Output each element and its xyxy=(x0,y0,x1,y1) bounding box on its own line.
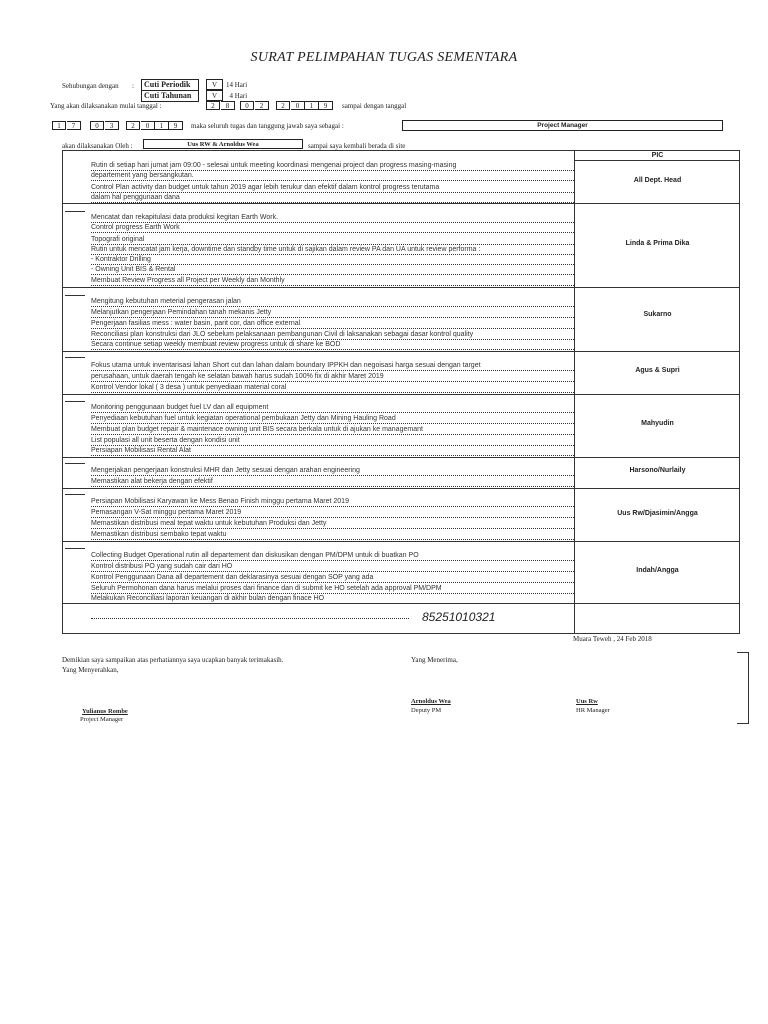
task-item: perusahaan, untuk daerah tengah ke selatan bawah harus sudah 100% fix di akhir Maret 2019 xyxy=(91,372,574,382)
kembali-text: sampai saya kembali berada di site xyxy=(308,142,406,150)
closing-statement: Demikian saya sampaikan atas perhatiannya saya ucapkan banyak terimakasih. xyxy=(62,656,284,664)
task-item: Control Plan activity dan budget untuk tahun 2019 agar lebih terukur dan efektif dalam kontrol progress terutama xyxy=(91,183,574,193)
task-item: Membuat plan budget repair & maintenace owning unit BIS secara berkala untuk di ajukan ke managemant xyxy=(91,425,574,435)
task-item: Topografi original xyxy=(91,235,574,245)
task-table xyxy=(62,150,740,634)
task-item: Kontrol distribusi PO yang sudah cair dari HO xyxy=(91,562,574,572)
group-divider xyxy=(63,541,739,542)
task-item: Persiapan Mobilisasi Rental Alat xyxy=(91,446,574,456)
mulai-digit: 9 xyxy=(319,101,333,110)
group-divider xyxy=(63,287,739,288)
task-item: Mengitung kebutuhan meterial pengerasan jalan xyxy=(91,297,574,307)
akhir-digit: 0 xyxy=(90,121,104,130)
pic-name: Uus Rw/Djasimin/Angga xyxy=(617,510,698,517)
task-item: Kontrol Penggunaan Dana all departement dan deklarasinya sesuai dengan SOP yang ada xyxy=(91,573,574,583)
mulai-digit: 0 xyxy=(291,101,305,110)
group-marker xyxy=(65,548,85,549)
option-cuti-periodik-days: 14 Hari xyxy=(226,81,248,89)
yang-menerima: Yang Menerima, xyxy=(411,656,458,664)
option-cuti-periodik-check[interactable]: V xyxy=(206,79,223,90)
mulai-digit: 2 xyxy=(276,101,290,110)
group-marker xyxy=(65,295,85,296)
group-divider xyxy=(63,394,739,395)
jabatan-box: Project Manager xyxy=(402,120,723,131)
akhir-digit: 9 xyxy=(169,121,183,130)
pic-header-line xyxy=(574,160,739,161)
task-item: Melanjutkan pengerjaan Pemindahan tanah mekanis Jetty xyxy=(91,308,574,318)
akhir-digit: 0 xyxy=(141,121,155,130)
bracket-mark xyxy=(737,652,749,724)
pic-name: Agus & Supri xyxy=(635,367,680,374)
sehubungan-colon: : xyxy=(132,82,134,90)
pic-header: PIC xyxy=(651,152,664,159)
option-cuti-tahunan-days: 4 Hari xyxy=(229,92,248,100)
signer-name-pm: Yulianus Rombe xyxy=(82,708,128,715)
signer-role-hr: HR Manager xyxy=(576,707,610,714)
pelaksana-box: Uus RW & Arnoldus Wea xyxy=(143,139,303,149)
task-item: Reconciliasi plan konstruksi dari JLO sebelum pelaksanaan pembangunan Civil di laksanakan sebagai dasar kontrol quality xyxy=(91,330,574,340)
sampai-label: sampai dengan tanggal xyxy=(342,102,407,110)
task-item: Memastikan alat bekerja dengan efektif xyxy=(91,477,574,487)
option-cuti-tahunan: Cuti Tahunan xyxy=(141,90,199,102)
task-item: Mencatat dan rekapitulasi data produksi kegitan Earth Work. xyxy=(91,213,574,223)
task-item: Collecting Budget Operational rutin all departement dan diskusikan dengan PM/DPM untuk di buatkan PO xyxy=(91,551,574,561)
task-item: Control progress Earth Work xyxy=(91,223,574,233)
group-divider xyxy=(63,488,739,489)
task-item: Memastikan distribusi meal tepat waktu untuk kebutuhan Produksi dan Jetty xyxy=(91,519,574,529)
task-item: Persiapan Mobilisasi Karyawan ke Mess Benao Finish minggu pertama Maret 2019 xyxy=(91,497,574,507)
pic-column-divider xyxy=(574,151,575,633)
group-divider xyxy=(63,603,739,604)
mulai-digit: 0 xyxy=(240,101,254,110)
task-item: - Kontraktor Drilling xyxy=(91,255,574,265)
task-item: Pengerjaan fasilias mess : water basin, parit cor, dan office external xyxy=(91,319,574,329)
option-cuti-periodik: Cuti Periodik xyxy=(141,79,199,91)
task-item: Seluruh Permohonan dana harus melalui proses dari finance dan di submit ke HO setelah ada approval PM/DPM xyxy=(91,584,574,594)
task-item: Kontrol Vendor lokal ( 3 desa ) untuk penyediaan material coral xyxy=(91,383,574,393)
pic-name: Sukarno xyxy=(643,311,672,318)
pic-name: Mahyudin xyxy=(641,420,674,427)
mulai-digit: 8 xyxy=(221,101,235,110)
task-item: Rutin untuk mencatat jam kerja, downtime dan standby time untuk di sajikan dalam review PA dan UA untuk review performa : xyxy=(91,245,574,255)
akhir-digit: 7 xyxy=(67,121,81,130)
akhir-digit: 1 xyxy=(52,121,66,130)
group-marker xyxy=(65,494,85,495)
mulai-label: Yang akan dilaksanakan mulai tanggal : xyxy=(50,102,162,110)
place-date: Muara Teweh , 24 Feb 2018 xyxy=(573,635,652,643)
pic-name: Linda & Prima Dika xyxy=(625,240,690,247)
footer-number: 85251010321 xyxy=(422,610,496,624)
signer-role-dpm: Deputy PM xyxy=(411,707,442,714)
signer-name-dpm: Arnoldus Wea xyxy=(411,698,451,705)
group-marker xyxy=(65,211,85,212)
akhir-digit: 1 xyxy=(155,121,169,130)
akhir-digit: 2 xyxy=(126,121,140,130)
task-item: List populasi all unit beserta dengan kondisi unit xyxy=(91,436,574,446)
pic-name: All Dept. Head xyxy=(633,177,682,184)
mulai-digit: 1 xyxy=(305,101,319,110)
signer-name-hr: Uus Rw xyxy=(576,698,598,705)
task-item: Rutin di setiap hari jumat jam 09:00 - selesai untuk meeting koordinasi mengenai project dan progress masing-masing xyxy=(91,161,574,171)
group-divider xyxy=(63,351,739,352)
task-item: Pemasangan V-Sat minggu pertama Maret 2019 xyxy=(91,508,574,518)
akhir-digit: 3 xyxy=(105,121,119,130)
group-marker xyxy=(65,401,85,402)
task-item: Fokus utama untuk inventarisasi lahan Short cut dan lahan dalam boundary IPPKH dan negoisasi harga sesuai dengan target xyxy=(91,361,574,371)
task-item: Monitoring penggunaan budget fuel LV dan all equipment xyxy=(91,403,574,413)
option-cuti-tahunan-check[interactable]: V xyxy=(206,90,223,101)
task-item: Melakukan Reconciliasi laporan keuangan di akhir bulan dengan finace HO xyxy=(91,594,574,604)
task-item: Memastikan distribusi sembako tepat waktu xyxy=(91,530,574,540)
mulai-digit: 2 xyxy=(206,101,220,110)
yang-menyerahkan: Yang Menyerahkan, xyxy=(62,666,119,674)
footer-dotted-line xyxy=(91,618,409,619)
group-divider xyxy=(63,457,739,458)
pic-name: Harsono/Nurlaily xyxy=(629,467,686,474)
task-item: Penyediaan kebutuhan fuel untuk kegiatan operational pembukaan Jetty dan Mining Hauling Road xyxy=(91,414,574,424)
group-marker xyxy=(65,463,85,464)
task-item: departement yang bersangkutan. xyxy=(91,171,574,181)
pic-name: Indah/Angga xyxy=(636,567,679,574)
task-item: - Owning Unit BIS & Rental xyxy=(91,265,574,275)
task-item: Membuat Review Progress all Project per Weekly dan Monthly xyxy=(91,276,574,286)
oleh-label: akan dilaksanakan Oleh : xyxy=(62,142,133,150)
group-marker xyxy=(65,357,85,358)
sehubungan-label: Sehubungan dengan xyxy=(62,82,119,90)
akhir-text: maka seluruh tugas dan tanggung jawab saya sebagai : xyxy=(191,122,344,130)
task-item: dalam hal penggunaan dana xyxy=(91,193,574,203)
document-title: SURAT PELIMPAHAN TUGAS SEMENTARA xyxy=(250,50,518,65)
group-divider xyxy=(63,203,739,204)
task-item: Secara continue setiap weekly membuat review progress untuk di share ke BOD xyxy=(91,340,574,350)
signer-role-pm: Project Manager xyxy=(80,716,124,723)
mulai-digit: 2 xyxy=(255,101,269,110)
task-item: Mengerjakan pengerjaan konstruksi MHR dan Jetty sesuai dengan arahan engineering xyxy=(91,466,574,476)
